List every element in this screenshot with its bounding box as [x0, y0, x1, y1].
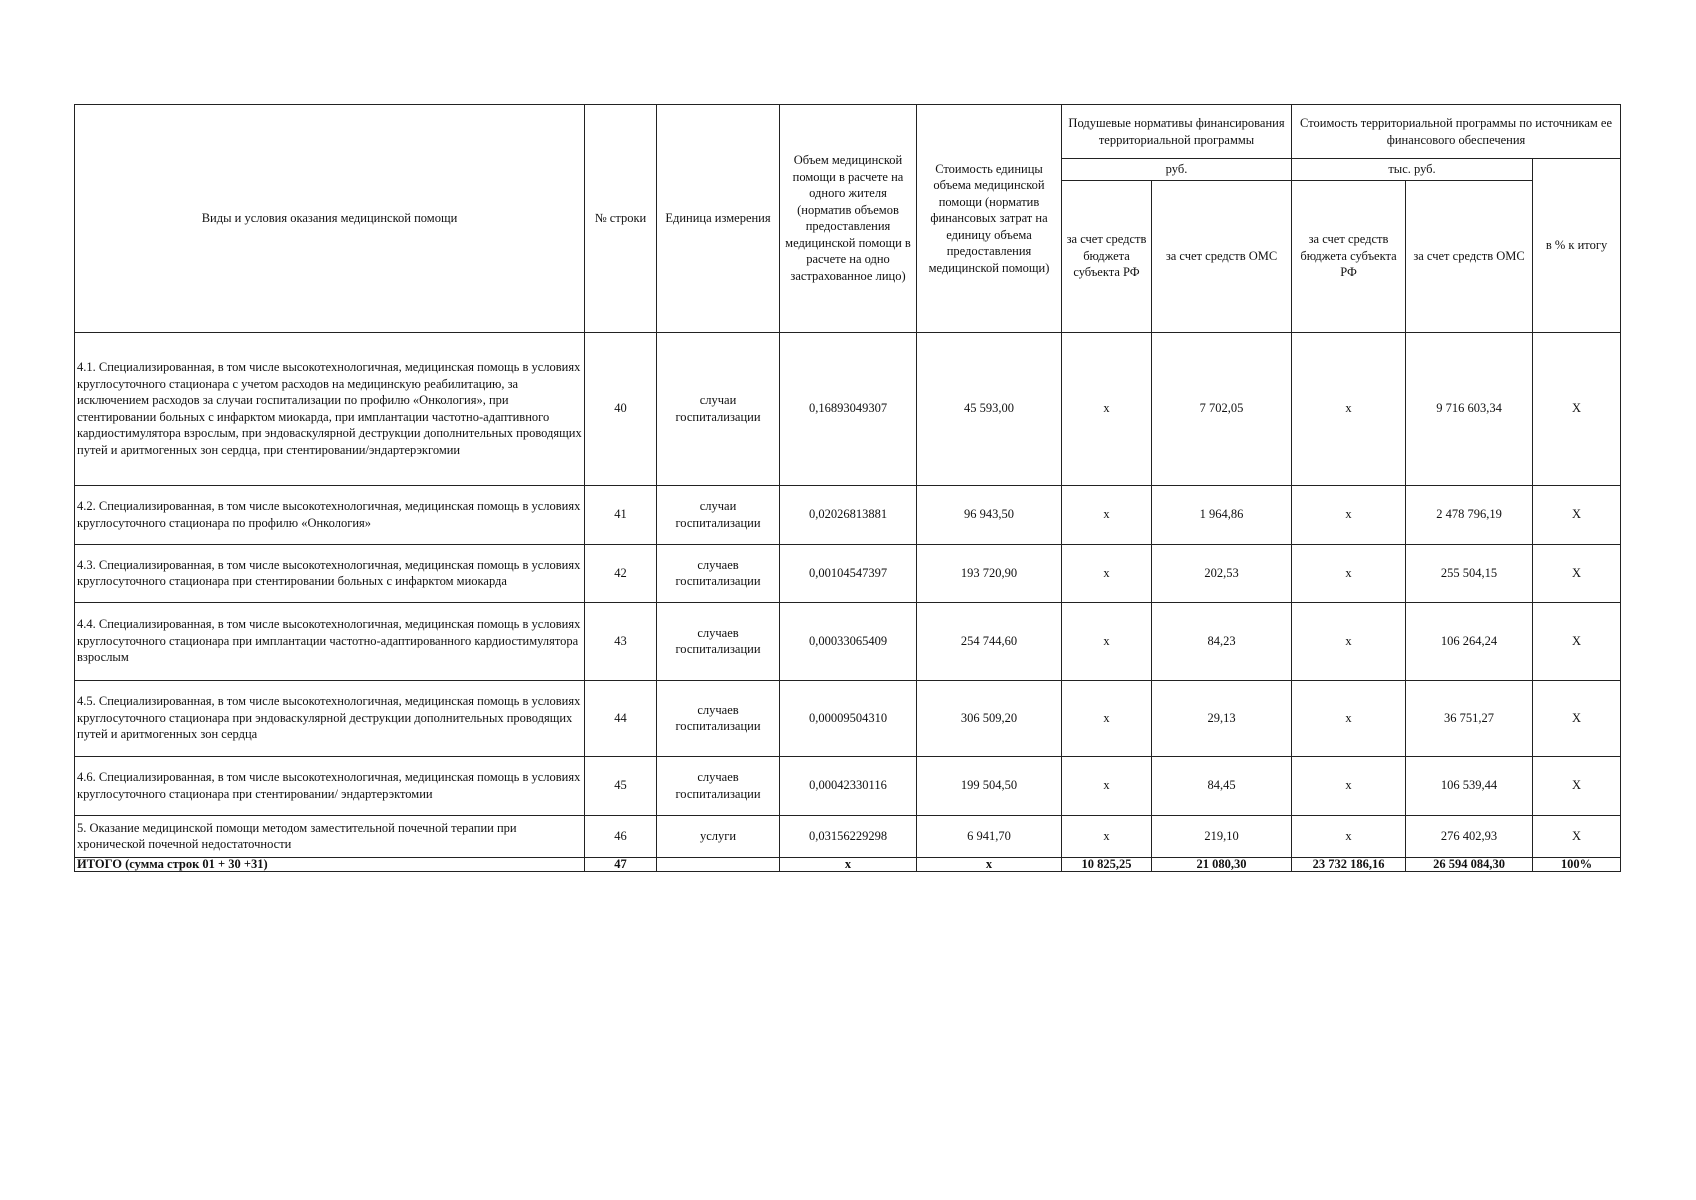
row-cost-budget: x [1292, 602, 1406, 680]
group-header-per-capita: Подушевые нормативы финансирования территориальной программы [1062, 105, 1292, 159]
total-pc-oms: 21 080,30 [1152, 857, 1292, 871]
row-cost-budget: x [1292, 756, 1406, 815]
row-unit-cost: 254 744,60 [917, 602, 1062, 680]
total-percent: 100% [1533, 857, 1621, 871]
row-pc-oms: 202,53 [1152, 544, 1292, 602]
row-cost-oms: 255 504,15 [1406, 544, 1533, 602]
row-percent: X [1533, 485, 1621, 544]
table-row [75, 756, 1621, 815]
col-header-unit-cost: Стоимость единицы объема медицинской помощи (норматив финансовых затрат на единицу объема предоставления медицинской помощи) [917, 105, 1062, 333]
row-number: 42 [585, 544, 657, 602]
row-percent: X [1533, 815, 1621, 857]
row-pc-budget: x [1062, 602, 1152, 680]
total-volume: x [780, 857, 917, 871]
row-description: 4.6. Специализированная, в том числе высокотехнологичная, медицинская помощь в условиях круглосуточного стационара при стентировании/ эндартерэктомии [75, 756, 585, 815]
col-header-volume: Объем медицинской помощи в расчете на одного жителя (норматив объемов предоставления медицинской помощи в расчете на одно застрахованное лицо) [780, 105, 917, 333]
col-header-pc-oms: за счет средств ОМС [1152, 180, 1292, 332]
row-pc-budget: x [1062, 544, 1152, 602]
row-volume: 0,02026813881 [780, 485, 917, 544]
total-pc-budget: 10 825,25 [1062, 857, 1152, 871]
row-unit-cost: 45 593,00 [917, 332, 1062, 485]
row-cost-budget: x [1292, 332, 1406, 485]
row-number: 43 [585, 602, 657, 680]
row-volume: 0,00009504310 [780, 680, 917, 756]
row-pc-oms: 219,10 [1152, 815, 1292, 857]
total-row-number: 47 [585, 857, 657, 871]
row-pc-budget: x [1062, 756, 1152, 815]
row-unit-cost: 306 509,20 [917, 680, 1062, 756]
total-cost-oms: 26 594 084,30 [1406, 857, 1533, 871]
row-unit: случаев госпитализации [657, 602, 780, 680]
row-cost-oms: 106 264,24 [1406, 602, 1533, 680]
row-percent: X [1533, 332, 1621, 485]
row-percent: X [1533, 680, 1621, 756]
row-unit-cost: 199 504,50 [917, 756, 1062, 815]
row-unit: случаи госпитализации [657, 485, 780, 544]
row-number: 44 [585, 680, 657, 756]
row-volume: 0,00042330116 [780, 756, 917, 815]
row-unit: случаев госпитализации [657, 544, 780, 602]
row-cost-oms: 106 539,44 [1406, 756, 1533, 815]
unit-header-thousand-rub: тыс. руб. [1292, 159, 1533, 181]
row-unit-cost: 193 720,90 [917, 544, 1062, 602]
row-cost-oms: 9 716 603,34 [1406, 332, 1533, 485]
total-unit-cost: x [917, 857, 1062, 871]
row-cost-oms: 36 751,27 [1406, 680, 1533, 756]
table-row [75, 544, 1621, 602]
row-pc-oms: 7 702,05 [1152, 332, 1292, 485]
total-row [75, 857, 1621, 871]
row-pc-oms: 29,13 [1152, 680, 1292, 756]
row-number: 46 [585, 815, 657, 857]
row-unit-cost: 6 941,70 [917, 815, 1062, 857]
row-description: 4.3. Специализированная, в том числе высокотехнологичная, медицинская помощь в условиях круглосуточного стационара при стентировании больных с инфарктом миокарда [75, 544, 585, 602]
row-description: 5. Оказание медицинской помощи методом заместительной почечной терапии при хронической почечной недостаточности [75, 815, 585, 857]
row-pc-budget: x [1062, 815, 1152, 857]
row-number: 40 [585, 332, 657, 485]
row-pc-oms: 84,23 [1152, 602, 1292, 680]
total-unit [657, 857, 780, 871]
table-row [75, 332, 1621, 485]
row-description: 4.2. Специализированная, в том числе высокотехнологичная, медицинская помощь в условиях круглосуточного стационара по профилю «Онкология» [75, 485, 585, 544]
table-row [75, 485, 1621, 544]
row-percent: X [1533, 544, 1621, 602]
row-pc-oms: 1 964,86 [1152, 485, 1292, 544]
row-pc-budget: x [1062, 485, 1152, 544]
table-row [75, 602, 1621, 680]
row-description: 4.4. Специализированная, в том числе высокотехнологичная, медицинская помощь в условиях круглосуточного стационара при имплантации частотно-адаптированного кардиостимулятора взрослым [75, 602, 585, 680]
row-cost-budget: x [1292, 680, 1406, 756]
col-header-types: Виды и условия оказания медицинской помощи [75, 105, 585, 333]
row-unit: случаи госпитализации [657, 332, 780, 485]
unit-header-rub: руб. [1062, 159, 1292, 181]
total-cost-budget: 23 732 186,16 [1292, 857, 1406, 871]
row-unit: случаев госпитализации [657, 680, 780, 756]
medical-care-cost-table [74, 104, 1621, 872]
col-header-unit: Единица измерения [657, 105, 780, 333]
row-description: 4.1. Специализированная, в том числе высокотехнологичная, медицинская помощь в условиях круглосуточного стационара с учетом расходов на медицинскую реабилитацию, за исключением расходов за случаи госпитализации по профилю «Онкология», при стентировании больных с инфарктом миокарда, при имплантации частотно-адаптивного кардиостимулятора взрослым, при эндоваскулярной деструкции дополнительных проводящих путей и аритмогенных зон сердца, при стентировании/эндартерэкгомии [75, 332, 585, 485]
row-percent: X [1533, 756, 1621, 815]
row-number: 41 [585, 485, 657, 544]
row-unit-cost: 96 943,50 [917, 485, 1062, 544]
row-number: 45 [585, 756, 657, 815]
col-header-percent: в % к итогу [1533, 159, 1621, 333]
row-volume: 0,16893049307 [780, 332, 917, 485]
row-pc-budget: x [1062, 680, 1152, 756]
row-volume: 0,00104547397 [780, 544, 917, 602]
row-volume: 0,03156229298 [780, 815, 917, 857]
row-pc-budget: x [1062, 332, 1152, 485]
col-header-cost-oms: за счет средств ОМС [1406, 180, 1533, 332]
row-percent: X [1533, 602, 1621, 680]
row-cost-oms: 276 402,93 [1406, 815, 1533, 857]
row-cost-oms: 2 478 796,19 [1406, 485, 1533, 544]
col-header-pc-budget: за счет средств бюджета субъекта РФ [1062, 180, 1152, 332]
row-cost-budget: x [1292, 815, 1406, 857]
table-row [75, 680, 1621, 756]
row-unit: случаев госпитализации [657, 756, 780, 815]
row-pc-oms: 84,45 [1152, 756, 1292, 815]
total-description: ИТОГО (сумма строк 01 + 30 +31) [75, 857, 585, 871]
col-header-cost-budget: за счет средств бюджета субъекта РФ [1292, 180, 1406, 332]
row-unit: услуги [657, 815, 780, 857]
col-header-row-no: № строки [585, 105, 657, 333]
row-volume: 0,00033065409 [780, 602, 917, 680]
row-cost-budget: x [1292, 544, 1406, 602]
row-cost-budget: x [1292, 485, 1406, 544]
table-row [75, 815, 1621, 857]
group-header-program-cost: Стоимость территориальной программы по источникам ее финансового обеспечения [1292, 105, 1621, 159]
row-description: 4.5. Специализированная, в том числе высокотехнологичная, медицинская помощь в условиях круглосуточного стационара при эндоваскулярной деструкции дополнительных проводящих путей и аритмогенных зон сердца [75, 680, 585, 756]
